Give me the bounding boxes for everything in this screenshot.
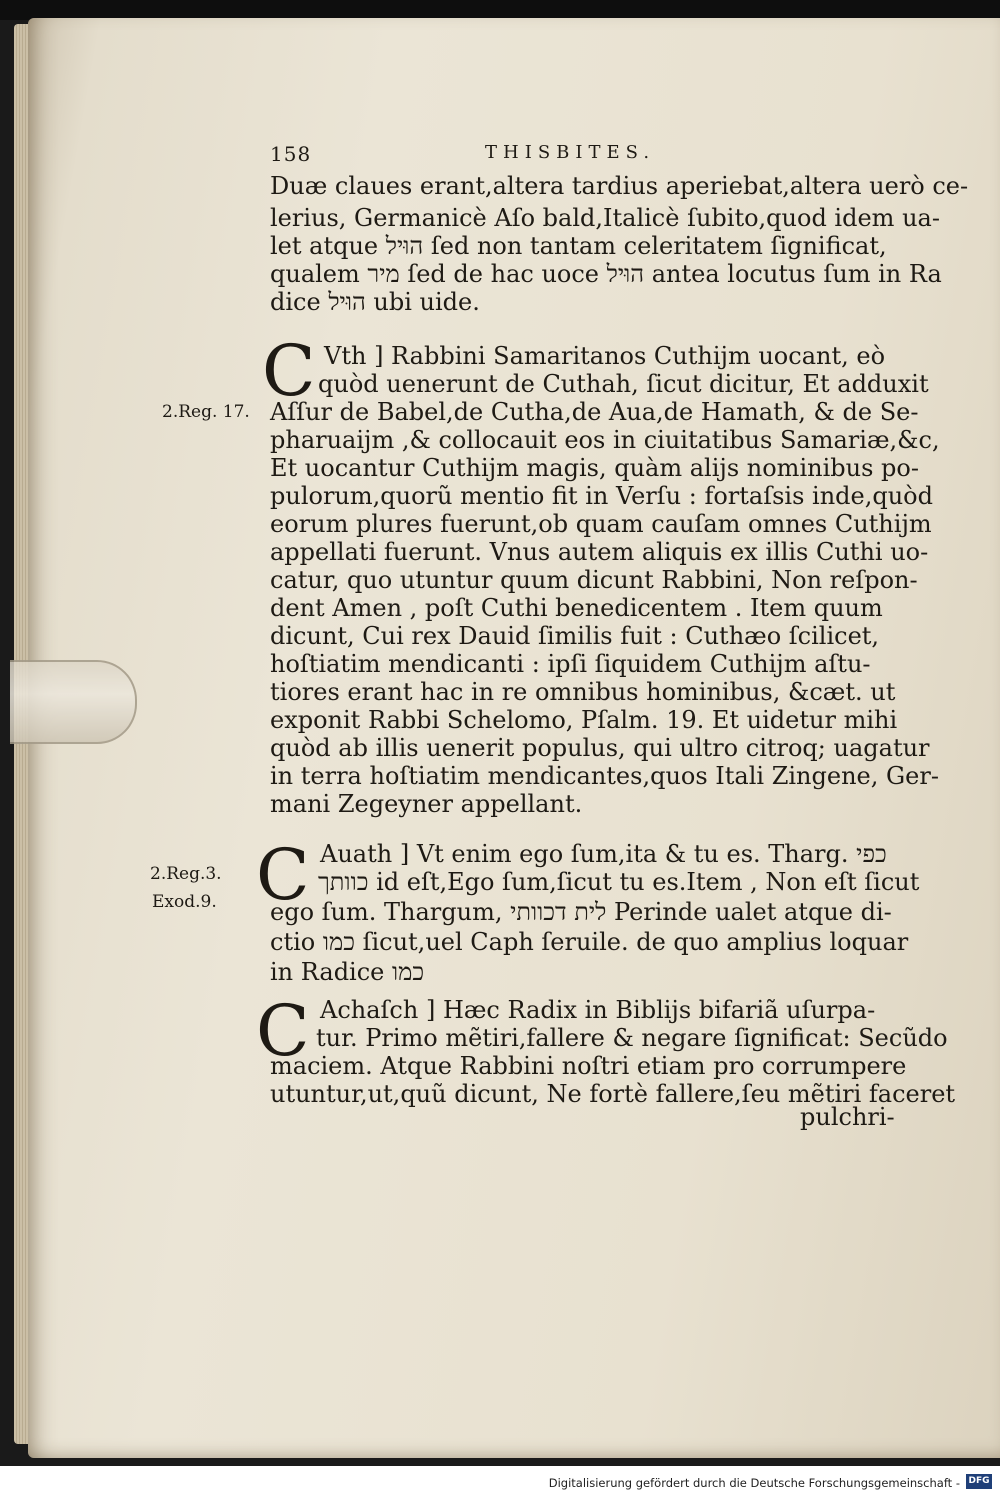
page-number: 158 — [270, 142, 312, 166]
text-line: exponit Rabbi Schelomo, Pſalm. 19. Et uidetur mihi — [270, 706, 898, 734]
text-line: qualem מיר ſed de hac uoce הוּיל antea locutus ſum in Ra — [270, 260, 942, 288]
text-line: appellati fuerunt. Vnus autem aliquis ex illis Cuthi uo- — [270, 538, 929, 566]
funding-credit: Digitalisierung gefördert durch die Deutsche Forschungsgemeinschaft - — [548, 1476, 960, 1490]
text-line: quòd ab illis uenerit populus, qui ultro citroq; uagatur — [270, 734, 930, 762]
text-line: eorum plures fuerunt,ob quam cauſam omnes Cuthijm — [270, 510, 932, 538]
text-line: dicunt, Cui rex Dauid ſimilis fuit : Cuthæo ſcilicet, — [270, 622, 880, 650]
text-line: tiores erant hac in re omnibus hominibus, &cæt. ut — [270, 678, 896, 706]
text-line: in terra hoſtiatim mendicantes,quos Itali Zingene, Ger- — [270, 762, 939, 790]
text-line: maciem. Atque Rabbini noſtri etiam pro corrumpere — [270, 1052, 907, 1080]
text-line: dice הוּיל ubi uide. — [270, 288, 480, 316]
text-line: mani Zegeyner appellant. — [270, 790, 583, 818]
text-line: pulorum,quorũ mentio fit in Verſu : fortaſsis inde,quòd — [270, 482, 933, 510]
text-line: Duæ claues erant,altera tardius aperiebat,altera uerò ce- — [270, 172, 969, 200]
text-line: Auath ] Vt enim ego ſum,ita & tu es. Tharg. כפי — [320, 840, 887, 868]
text-line: dent Amen , poſt Cuthi benedicentem . Item quum — [270, 594, 883, 622]
text-line: tur. Primo mẽtiri,fallere & negare ſignificat: Secũdo — [316, 1024, 948, 1052]
text-line: pharuaijm ,& collocauit eos in ciuitatibus Samariæ,&c, — [270, 426, 940, 454]
text-line: hoſtiatim mendicanti : ipſi ſiquidem Cuthijm aſtu- — [270, 650, 871, 678]
text-line: lerius, Germanicè Aſo bald,Italicè ſubito,quod idem ua- — [270, 204, 940, 232]
dfg-logo: DFG — [966, 1474, 992, 1489]
text-line: Aſſur de Babel,de Cutha,de Aua,de Hamath, & de Se- — [270, 398, 919, 426]
text-line: ctio כמו ſicut,uel Caph ſeruile. de quo amplius loquar — [270, 928, 909, 956]
text-line: ego ſum. Thargum, לית דכוותי Perinde ualet atque di- — [270, 898, 892, 926]
initial-letter: C — [256, 990, 310, 1072]
initial-letter: C — [262, 330, 316, 412]
margin-note: Exod.9. — [152, 892, 217, 912]
page-clip — [10, 660, 137, 744]
text-line: in Radice כמו — [270, 958, 425, 986]
margin-note: 2.Reg.3. — [150, 864, 222, 884]
page-header — [270, 142, 910, 168]
catchword: pulchri- — [800, 1103, 895, 1131]
text-line: catur, quo utuntur quum dicunt Rabbini, Non reſpon- — [270, 566, 918, 594]
text-line: Vth ] Rabbini Samaritanos Cuthijm uocant, eò — [324, 342, 886, 370]
margin-note: 2.Reg. 17. — [162, 402, 250, 422]
initial-letter: C — [256, 834, 310, 916]
running-title: THISBITES. — [485, 142, 656, 163]
text-line: Achaſch ] Hæc Radix in Biblijs bifariã uſurpa- — [320, 996, 876, 1024]
text-line: כוותך id eſt,Ego ſum,ſicut tu es.Item , Non eſt ſicut — [318, 868, 920, 896]
text-line: utuntur,ut,quũ dicunt, Ne fortè fallere,ſeu mẽtiri faceret — [270, 1080, 956, 1108]
text-line: let atque הוּיל ſed non tantam celeritatem ſignificat, — [270, 232, 887, 260]
scan-frame — [0, 0, 1000, 20]
text-line: Et uocantur Cuthijm magis, quàm alijs nominibus po- — [270, 454, 919, 482]
text-line: quòd uenerunt de Cuthah, ſicut dicitur, Et adduxit — [318, 370, 929, 398]
